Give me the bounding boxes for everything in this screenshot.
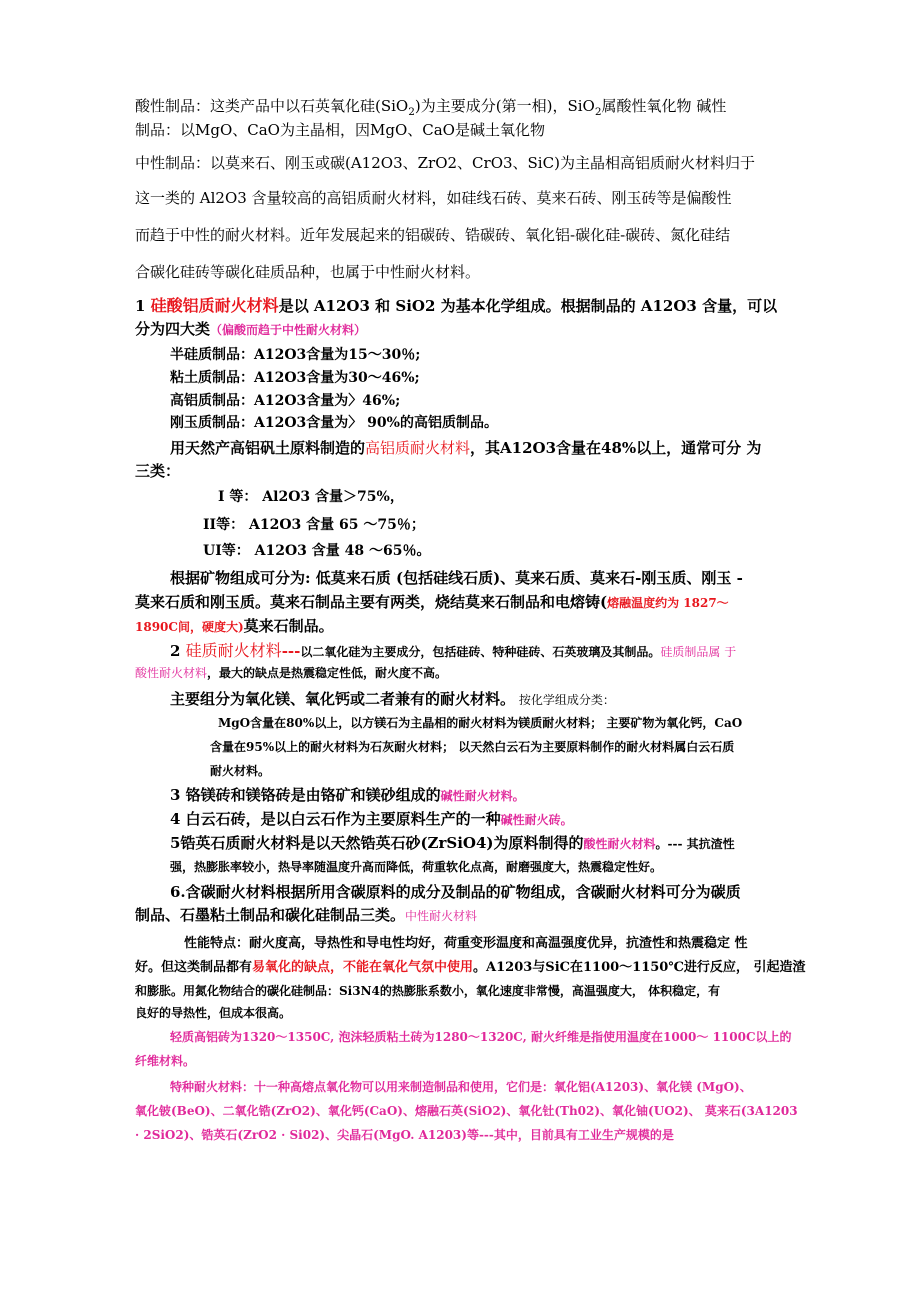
paragraph-acidic-products-line1 <box>135 97 726 119</box>
text-run: 莫来石制品。 <box>243 617 334 635</box>
subscript: 2 <box>594 106 602 118</box>
text-run: 。A1203与SiC在1100～1150℃进行反应， 引起造渣 <box>473 960 806 975</box>
paragraph-bauxite-line2: 三类： <box>135 462 181 480</box>
highlight-magenta: 酸性耐火材料 <box>135 666 208 680</box>
paragraph-mineral-composition: 根据矿物组成可分为: 低莫来石质 (包括硅线石质)、莫来石质、莫来石-刚玉质、刚玉 - <box>170 569 743 587</box>
text-run: 以二氧化硅为主要成分，包括硅砖、特种硅砖、石英玻璃及其制品。 <box>300 645 661 659</box>
paragraph-neutral-products-line2: 这一类的 Al2O3 含量较高的高铝质耐火材料，如硅线石砖、莫来石砖、刚玉砖等是偏酸性 <box>135 189 732 207</box>
paragraph-neutral-products-line1: 中性制品：以莫来石、刚玉或碳(A12O3、ZrO2、CrO3、SiC)为主晶相高铝质耐火材料归于 <box>135 154 755 172</box>
highlight-magenta: 硅质制品属 于 <box>660 645 737 659</box>
text-run: 属酸性氧化物 碱性 <box>601 97 727 115</box>
grade-ii: II等： A12O3 含量 65 ～75％； <box>203 517 425 533</box>
highlight-red: --- <box>281 642 301 660</box>
section-5-zircon-line2: 强，热膨胀率较小，热导率随温度升高而降低，荷重软化点高，耐磨强度大，热震稳定性好。 <box>170 860 663 874</box>
paragraph-magnesia-line2: 含量在95%以上的耐火材料为石灰耐火材料； 以天然白云石为主要原料制作的耐火材料属白云石质 <box>210 740 735 754</box>
highlight-red: 高铝质耐火材料 <box>365 439 471 457</box>
list-item-high-alumina: 高铝质制品：A12O3含量为〉46%; <box>170 393 401 409</box>
section-5-zircon <box>170 834 735 853</box>
text-run: 是以 A12O3 和 SiO2 为基本化学组成。根据制品的 A12O3 含量，可以 <box>278 297 778 315</box>
text-run: 2 <box>170 642 186 660</box>
text-run: 。--- 其抗渣性 <box>655 837 735 851</box>
paragraph-bauxite <box>170 439 761 458</box>
text-run: 1 <box>135 297 151 315</box>
text-run: 制品、石墨粘土制品和碳化硅制品三类。 <box>135 906 406 924</box>
text-run: ，最大的缺点是热震稳定性低，耐火度不高。 <box>207 666 448 680</box>
paragraph-properties-line2 <box>135 960 805 976</box>
text-run: 主要矿物为氧化钙，CaO <box>602 716 743 730</box>
highlight-magenta: 酸性耐火材料 <box>583 837 656 851</box>
subscript: 2 <box>408 106 415 118</box>
section-4-dolomite <box>170 810 573 829</box>
highlight-red: 硅质耐火材料 <box>185 641 282 660</box>
paragraph-neutral-products-line3: 而趋于中性的耐火材料。近年发展起来的铝碳砖、锆碳砖、氧化铝-碳化硅-碳砖、氮化硅结 <box>135 226 731 244</box>
paragraph-special-refractory-line3: · 2SiO2)、锆英石(ZrO2 · Si02)、尖晶石(MgO. A1203)等---其中，目前具有工业生产规模的是 <box>135 1128 674 1142</box>
text-run: 4 白云石砖，是以白云石作为主要原料生产的一种 <box>170 810 501 828</box>
text-run: 好。但这类制品都有 <box>135 960 253 975</box>
highlight-red: 熔融温度约为 1827～ <box>607 596 729 610</box>
text-run: 酸性制品：这类产品中以石英氧化硅(SiO <box>135 97 409 115</box>
text-run: 主要组分为氧化镁、氧化钙或二者兼有的耐火材料。 <box>170 690 516 708</box>
highlight-magenta: （偏酸而趋于中性耐火材料） <box>210 323 367 337</box>
section-6-carbon-line2 <box>135 906 477 925</box>
paragraph-magnesia <box>218 716 742 731</box>
paragraph-mineral-composition-line2 <box>135 593 729 612</box>
paragraph-basic-refractory <box>170 690 615 709</box>
list-item-clay: 粘土质制品：A12O3含量为30～46%; <box>170 370 420 386</box>
list-item-corundum: 刚玉质制品：A12O3含量为〉 90%的高铝质制品。 <box>170 415 498 431</box>
section-3-chrome-magnesia <box>170 786 525 805</box>
text-run: ，其A12O3含量在48%以上，通常可分 为 <box>470 439 762 457</box>
paragraph-special-refractory: 特种耐火材料：十一种高熔点氧化物可以用来制造制品和使用，它们是：氧化铝(A1203)、氧化镁 (MgO)、 <box>170 1080 752 1094</box>
grade-i: I 等： Al2O3 含量＞75%， <box>218 489 404 505</box>
section-1-heading-line2 <box>135 320 366 339</box>
paragraph-neutral-products-line4: 合碳化硅砖等碳化硅质品种，也属于中性耐火材料。 <box>135 263 481 281</box>
paragraph-special-refractory-line2: 氧化铍(BeO)、二氧化锆(ZrO2)、氧化钙(CaO)、熔融石英(SiO2)、氧化钍(Th02)、氧化铀(UO2)、 莫来石(3A1203 <box>135 1104 798 1118</box>
paragraph-basic-products: 制品：以MgO、CaO为主晶相，因MgO、CaO是碱土氧化物 <box>135 121 545 139</box>
paragraph-mineral-composition-line3 <box>135 617 334 636</box>
paragraph-properties-line3: 和膨胀。用氮化物结合的碳化硅制品：Si3N4的热膨胀系数小，氧化速度非常慢，高温强度大， 体积稳定，有 <box>135 984 721 998</box>
highlight-red: 1890C间，硬度大) <box>135 620 244 634</box>
highlight-magenta: 碱性耐火砖。 <box>500 813 573 827</box>
paragraph-properties-line4: 良好的导热性，但成本很高。 <box>135 1006 292 1020</box>
section-6-carbon: 6.含碳耐火材料根据所用含碳原料的成分及制品的矿物组成，含碳耐火材料可分为碳质 <box>170 883 741 901</box>
highlight-magenta: 碱性耐火材料。 <box>440 789 525 803</box>
text-run: 3 铬镁砖和镁铬砖是由铬矿和镁砂组成的 <box>170 786 441 804</box>
paragraph-lightweight: 轻质高铝砖为1320～1350C, 泡沫轻质粘土砖为1280～1320C, 耐火纤维是指使用温度在1000～ 1100C以上的 <box>170 1030 792 1044</box>
section-2-silica <box>170 641 736 661</box>
text-run: 分为四大类 <box>135 320 211 338</box>
paragraph-lightweight-line2: 纤维材料。 <box>135 1054 196 1068</box>
paragraph-magnesia-line3: 耐火材料。 <box>210 764 271 778</box>
text-run: )为主要成分(第一相)，SiO <box>414 97 595 115</box>
section-1-heading <box>135 296 777 316</box>
text-run: 5锆英石质耐火材料是以天然锆英石砂(ZrSiO4)为原料制得的 <box>170 834 584 852</box>
highlight-red: 硅酸铝质耐火材料 <box>150 296 279 315</box>
text-run: MgO含量在80%以上，以方镁石为主晶相的耐火材料为镁质耐火材料； <box>218 716 603 730</box>
highlight-red: 易氧化的缺点，不能在氧化气氛中使用 <box>252 960 474 975</box>
text-run: 按化学组成分类： <box>515 693 615 707</box>
list-item-semi-silica: 半硅质制品：A12O3含量为15～30％; <box>170 347 421 363</box>
highlight-magenta: 中性耐火材料 <box>405 909 478 923</box>
paragraph-properties: 性能特点：耐火度高，导热性和导电性均好，荷重变形温度和高温强度优异，抗渣性和热震稳定 性 <box>184 936 748 951</box>
section-2-silica-line2 <box>135 666 447 681</box>
text-run: 用天然产高铝矾土原料制造的 <box>170 439 366 457</box>
text-run: 莫来石质和刚玉质。莫来石制品主要有两类，烧结莫来石制品和电熔铸( <box>135 593 608 611</box>
grade-iii: UI等： A12O3 含量 48 ～65％。 <box>203 543 431 559</box>
